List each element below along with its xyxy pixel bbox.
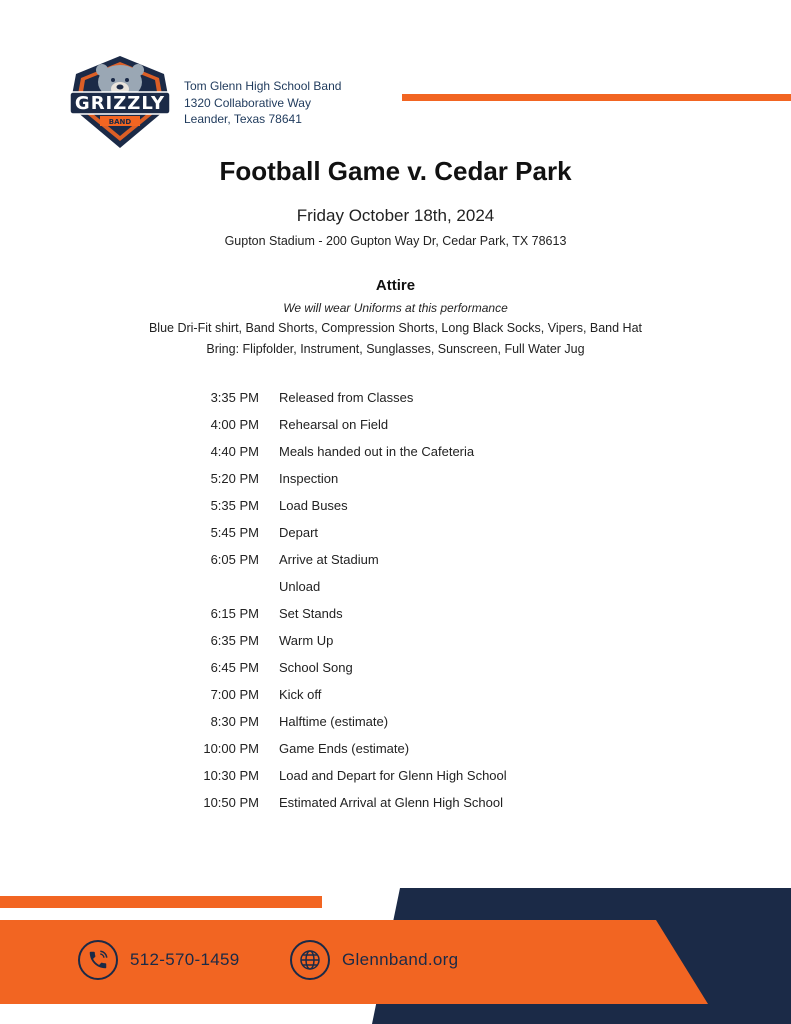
schedule-row (180, 384, 600, 411)
schedule-time: 6:35 PM (210, 633, 259, 648)
schedule-event: Warm Up (279, 633, 334, 648)
schedule-event: Kick off (279, 687, 322, 702)
schedule-event: Inspection (279, 471, 339, 486)
schedule-time: 6:15 PM (210, 606, 259, 621)
schedule-row (180, 600, 600, 627)
schedule-row (180, 438, 600, 465)
schedule-event: Released from Classes (279, 390, 414, 405)
schedule-event: School Song (279, 660, 353, 675)
city-state-zip: Leander, Texas 78641 (184, 112, 302, 126)
schedule-event: Unload (279, 579, 321, 594)
schedule-event: Halftime (estimate) (279, 714, 389, 729)
schedule-row (180, 492, 600, 519)
footer-orange-stripe (0, 896, 322, 908)
schedule-time: 3:35 PM (210, 390, 259, 405)
schedule-row (180, 519, 600, 546)
globe-icon (290, 940, 330, 980)
schedule-time: 10:00 PM (203, 741, 259, 756)
schedule-time: 5:45 PM (210, 525, 259, 540)
website-link[interactable]: Glennband.org (342, 950, 459, 969)
schedule-time: 6:05 PM (210, 552, 259, 567)
schedule-event: Arrive at Stadium (279, 552, 379, 567)
grizzly-band-logo (66, 54, 174, 150)
attire-bring-list: Bring: Flipfolder, Instrument, Sunglasses, Sunscreen, Full Water Jug (206, 342, 585, 356)
schedule-event: Set Stands (279, 606, 343, 621)
schedule-time: 6:45 PM (210, 660, 259, 675)
attire-note: We will wear Uniforms at this performance (283, 301, 508, 315)
schedule-time: 5:35 PM (210, 498, 259, 513)
header-accent-bar (402, 94, 791, 101)
schedule-time: 10:30 PM (203, 768, 259, 783)
schedule-event: Estimated Arrival at Glenn High School (279, 795, 503, 810)
schedule-row (180, 411, 600, 438)
schedule-row (180, 789, 600, 816)
schedule-list (180, 384, 600, 816)
attire-heading: Attire (375, 277, 416, 294)
event-date: Friday October 18th, 2024 (296, 206, 495, 225)
logo-wordmark: GRIZZLY (74, 93, 166, 114)
organization-name: Tom Glenn High School Band (184, 79, 342, 93)
schedule-event: Meals handed out in the Cafeteria (279, 444, 475, 459)
footer-phone[interactable] (78, 940, 239, 980)
schedule-row (180, 546, 600, 573)
schedule-row (180, 708, 600, 735)
organization-address (184, 78, 341, 128)
schedule-row (180, 465, 600, 492)
event-title: Football Game v. Cedar Park (219, 156, 572, 186)
schedule-time: 4:00 PM (210, 417, 259, 432)
schedule-row (180, 681, 600, 708)
schedule-time: 10:50 PM (203, 795, 259, 810)
phone-icon (78, 940, 118, 980)
schedule-row (180, 654, 600, 681)
schedule-time: 8:30 PM (210, 714, 259, 729)
phone-number[interactable]: 512-570-1459 (130, 950, 240, 969)
schedule-row (180, 627, 600, 654)
schedule-row (180, 762, 600, 789)
attire-items: Blue Dri-Fit shirt, Band Shorts, Compression Shorts, Long Black Socks, Vipers, Band Hat (148, 321, 643, 335)
event-venue: Gupton Stadium - 200 Gupton Way Dr, Cedar Park, TX 78613 (224, 234, 567, 248)
schedule-event: Rehearsal on Field (279, 417, 389, 432)
schedule-time: 4:40 PM (210, 444, 259, 459)
schedule-row (180, 573, 600, 600)
schedule-time: 7:00 PM (210, 687, 259, 702)
logo-subtext: BAND (108, 118, 132, 126)
schedule-event: Depart (279, 525, 319, 540)
schedule-event: Load and Depart for Glenn High School (279, 768, 507, 783)
street-address: 1320 Collaborative Way (184, 95, 311, 110)
footer-website[interactable] (290, 940, 458, 980)
schedule-row (180, 735, 600, 762)
schedule-event: Load Buses (279, 498, 348, 513)
schedule-event: Game Ends (estimate) (279, 741, 410, 756)
schedule-time: 5:20 PM (210, 471, 259, 486)
